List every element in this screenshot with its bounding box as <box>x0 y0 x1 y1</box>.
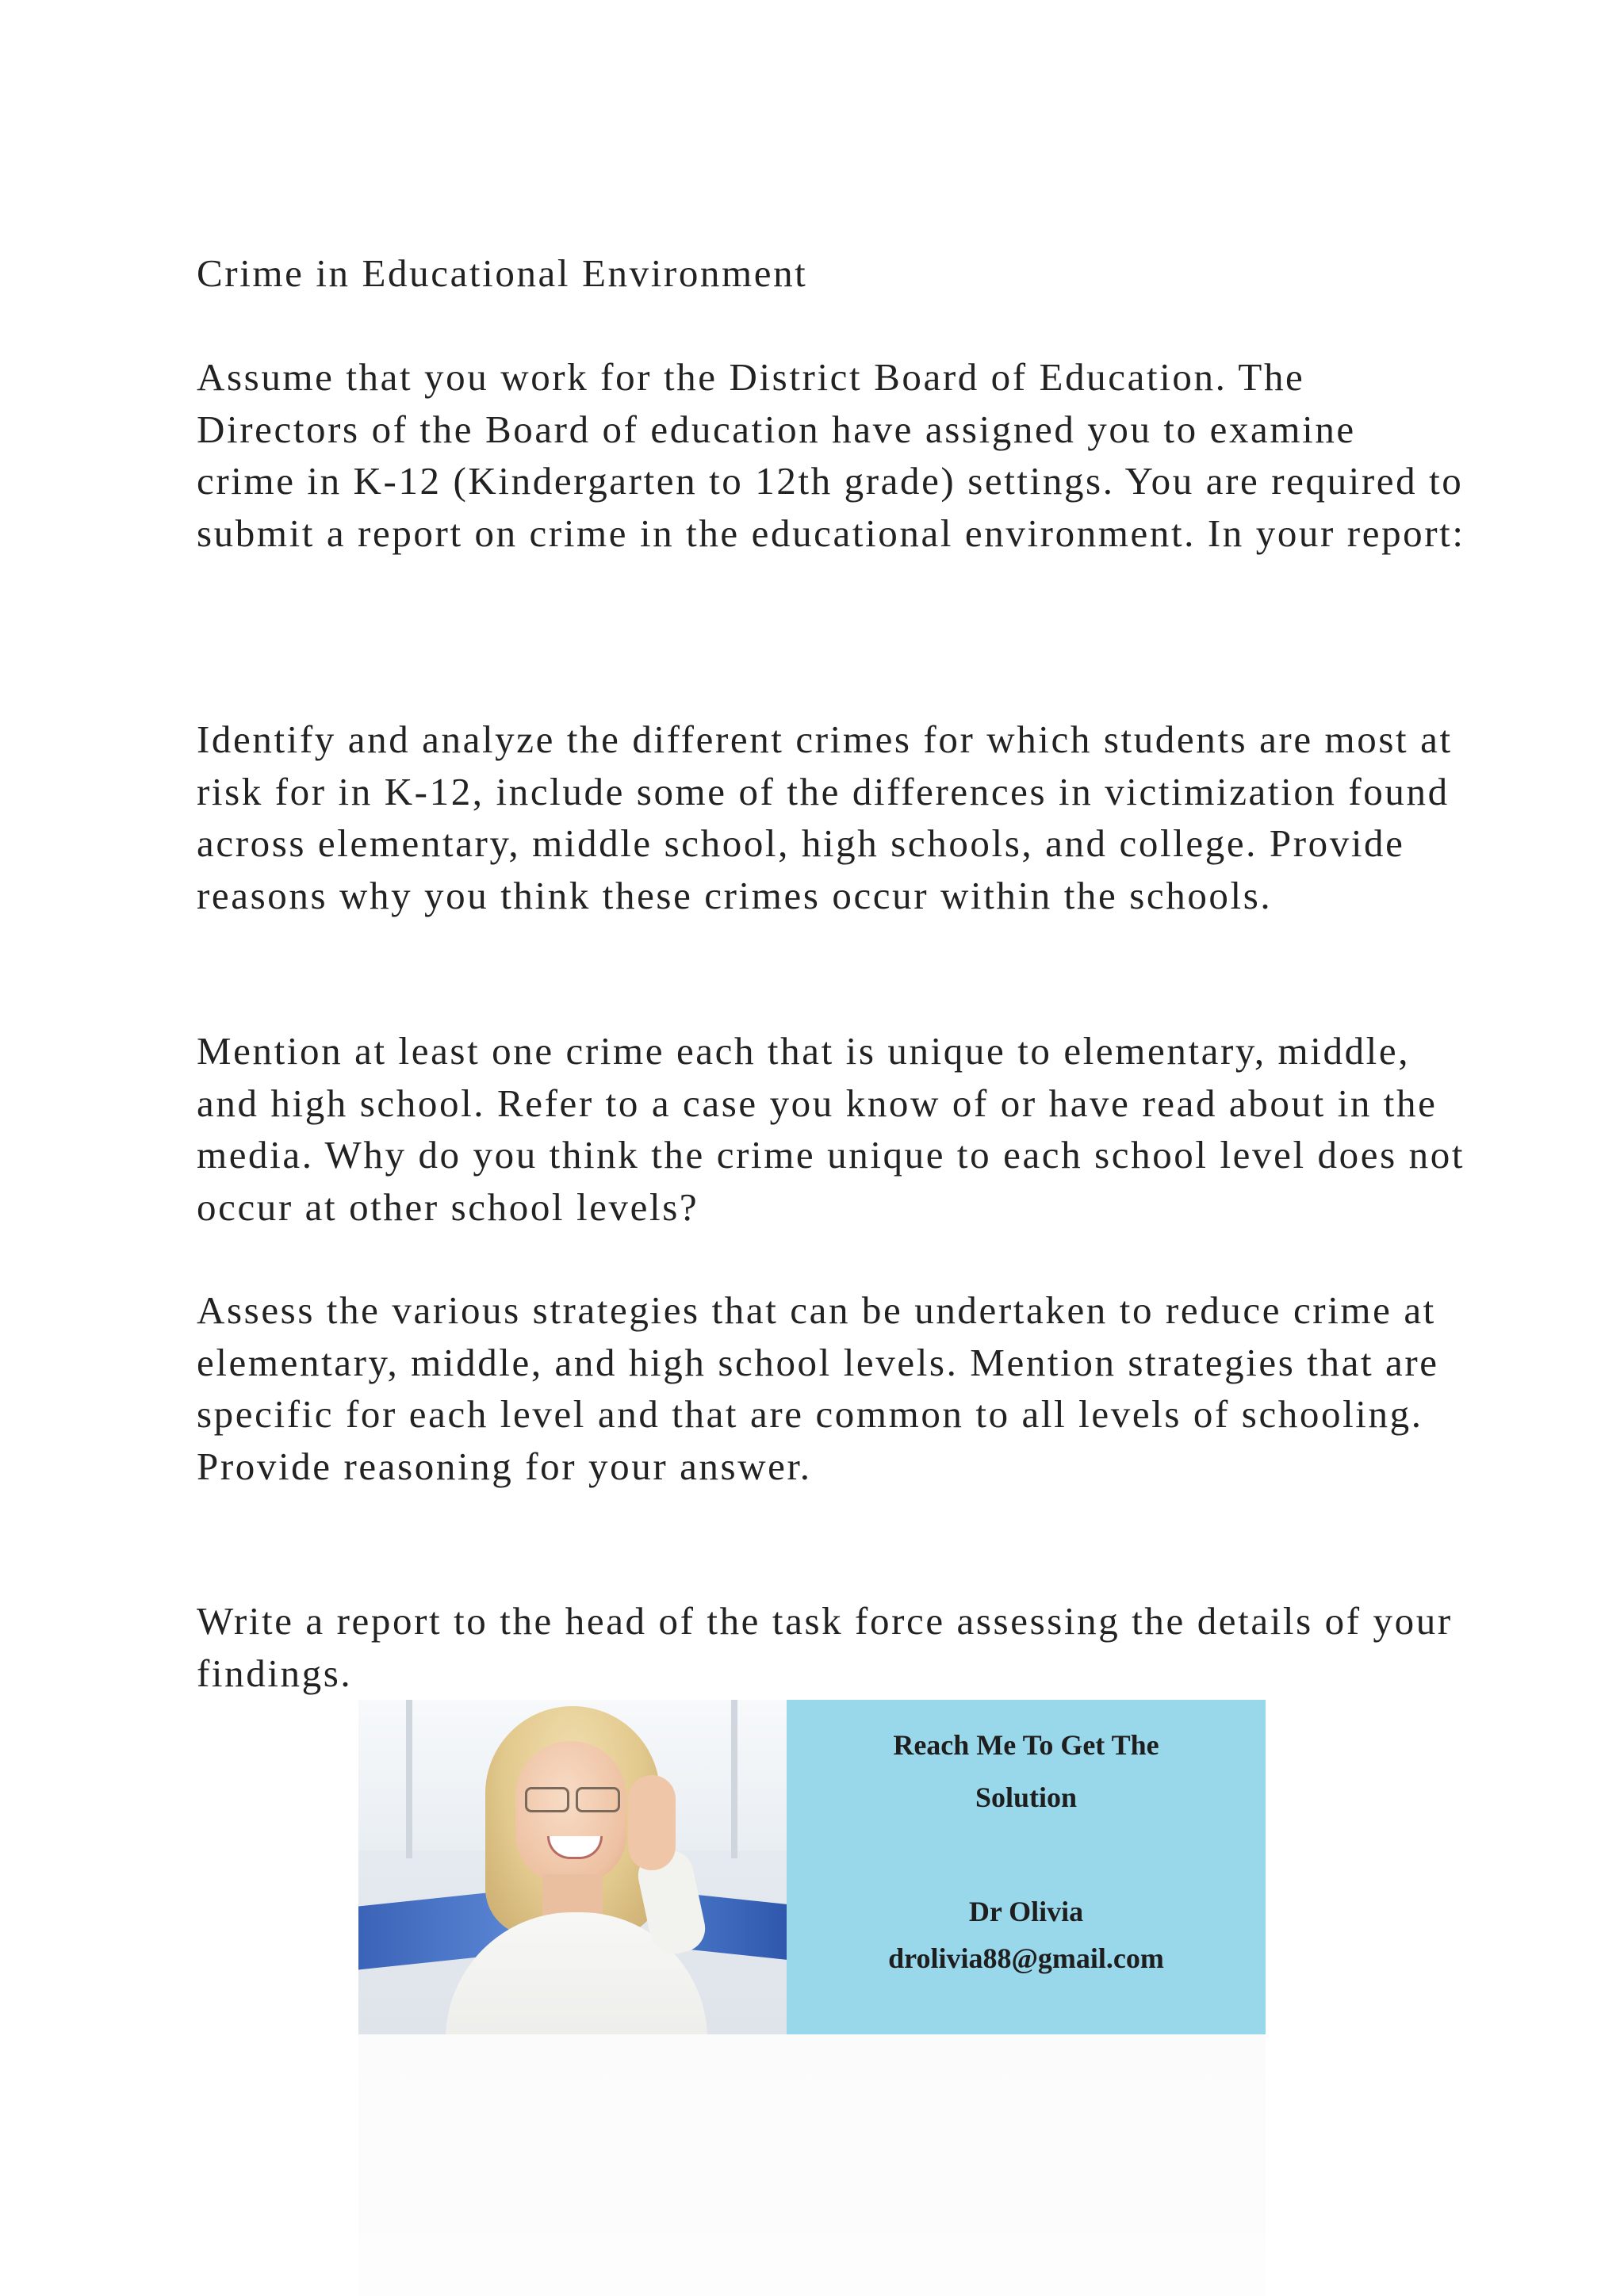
document-title: Crime in Educational Environment <box>197 251 808 295</box>
promo-contact-card <box>787 1700 1266 2034</box>
photo-window-frame <box>406 1700 412 1858</box>
promo-name: Dr Olivia <box>968 1896 1084 1927</box>
promo-banner <box>358 1700 1266 2034</box>
tutor-photo <box>358 1700 787 2034</box>
empty-image-area <box>358 2034 1266 2296</box>
photo-window-frame <box>731 1700 737 1858</box>
paragraph-unique-crimes: Mention at least one crime each that is unique to elementary, middle, and high school. Refer to a case you know of or have read about in the media. Why do you think the crime unique to each school level does not occur at other school levels? <box>197 1029 1465 1229</box>
paragraph-identify-crimes: Identify and analyze the different crimes for which students are most at risk for in K-12, include some of the differences in victimization found across elementary, middle school, high schools, and college. Provide reasons why you think these crimes occur within the schools. <box>197 718 1453 917</box>
paragraph-write-report: Write a report to the head of the task force assessing the details of your findings. <box>197 1599 1453 1695</box>
paragraph-strategies: Assess the various strategies that can be undertaken to reduce crime at elementary, middle, and high school levels. Mention strategies that are specific for each level and that are common to all levels of schooling. Provide reasoning for your answer. <box>197 1288 1439 1488</box>
photo-face <box>515 1741 626 1884</box>
promo-email: drolivia88@gmail.com <box>888 1942 1164 1974</box>
promo-headline: Reach Me To Get The <box>893 1729 1159 1761</box>
photo-hand <box>628 1775 676 1870</box>
promo-headline-2: Solution <box>975 1781 1078 1813</box>
photo-glasses <box>525 1787 620 1811</box>
paragraph-intro: Assume that you work for the District Board of Education. The Directors of the Board of education have assigned you to examine crime in K-12 (Kindergarten to 12th grade) settings. You are required to submit a report on crime in the educational environment. In your report: <box>197 355 1465 555</box>
